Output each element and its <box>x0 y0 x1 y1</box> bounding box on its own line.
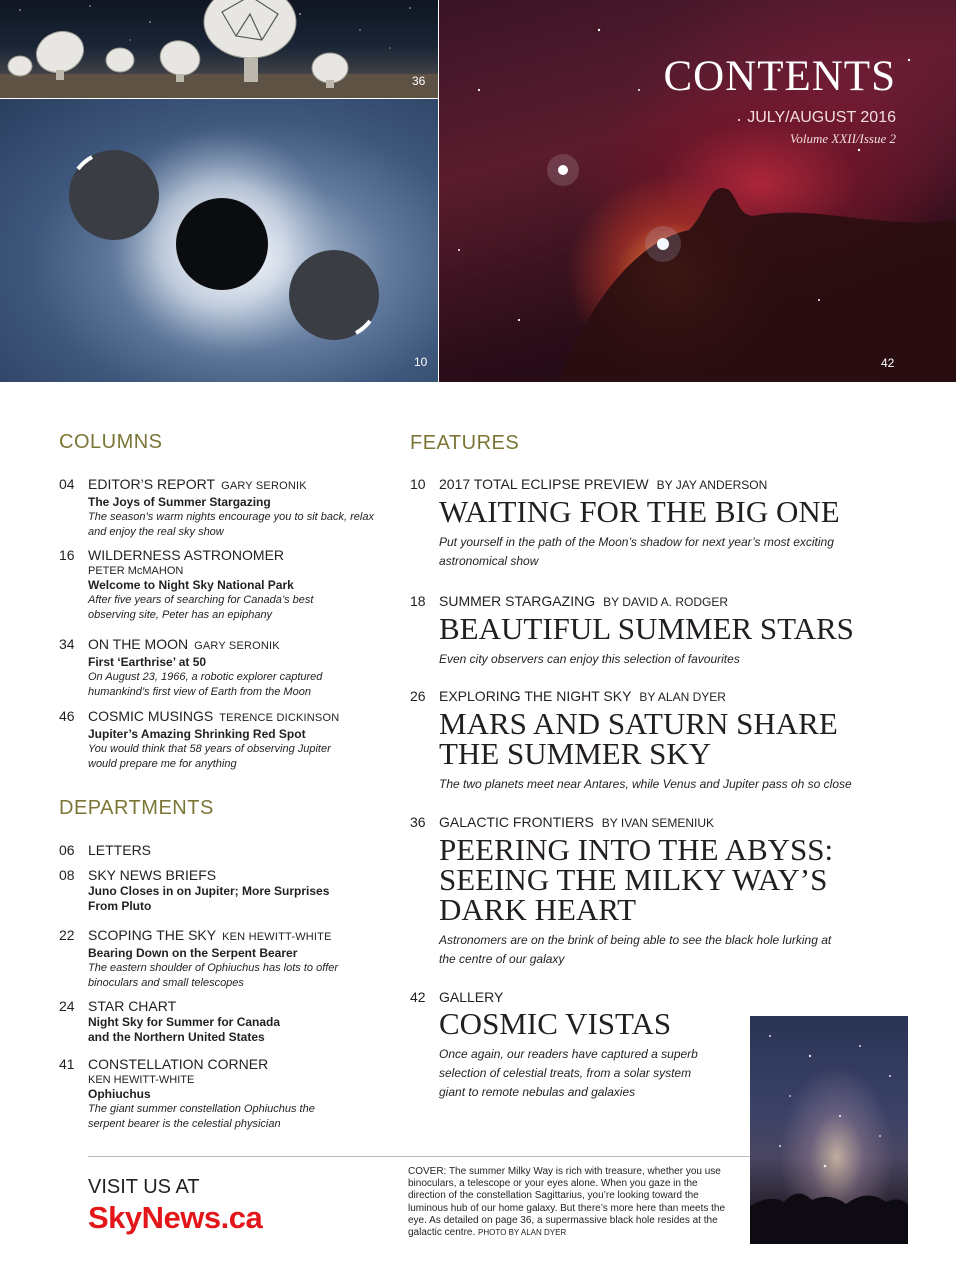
radio-telescope-illustration <box>0 0 438 98</box>
feature-headline: COSMIC VISTAS <box>439 1006 672 1041</box>
article-title: Welcome to Night Sky National Park <box>88 578 294 592</box>
section-name: STAR CHART <box>88 998 177 1014</box>
page-number: 42 <box>410 989 426 1005</box>
page-number: 10 <box>410 476 426 492</box>
author: PETER McMAHON <box>88 565 184 577</box>
photo-radio-telescopes <box>0 0 438 98</box>
page-number: 26 <box>410 688 426 704</box>
author: KEN HEWITT-WHITE <box>88 1074 195 1086</box>
section-name: WILDERNESS ASTRONOMER <box>88 547 285 563</box>
article-title: Night Sky for Summer for Canada and the Northern United States <box>88 1015 281 1044</box>
article-title: Juno Closes in on Jupiter; More Surprises From Pluto <box>88 884 330 913</box>
page-number: 41 <box>59 1056 75 1072</box>
feature-description: Even city observers can enjoy this selection of favourites <box>439 652 740 666</box>
photo-page-number: 10 <box>414 355 428 369</box>
feature-description: Once again, our readers have captured a superb selection of celestial treats, from a solar system giant to remote nebulas and galaxies <box>439 1047 698 1099</box>
feature-description: Put yourself in the path of the Moon’s shadow for next year’s most exciting astronomical show <box>439 535 834 568</box>
author: KEN HEWITT-WHITE <box>222 931 332 943</box>
column-entry[interactable] <box>59 708 379 771</box>
contents-title: CONTENTS <box>663 53 896 100</box>
article-title: Jupiter’s Amazing Shrinking Red Spot <box>88 727 306 741</box>
cover-caption <box>408 1166 738 1239</box>
section-name: SCOPING THE SKY <box>88 927 217 943</box>
section-name: COSMIC MUSINGS <box>88 708 214 724</box>
article-description: On August 23, 1966, a robotic explorer captured humankind’s first view of Earth from the Moon <box>88 671 323 698</box>
milky-way-illustration <box>750 1016 908 1244</box>
photo-horsehead-nebula <box>439 0 956 382</box>
feature-headline: PEERING INTO THE ABYSS: SEEING THE MILKY WAY’S DARK HEART <box>439 832 834 927</box>
section-name: EXPLORING THE NIGHT SKY <box>439 688 632 704</box>
department-entry[interactable] <box>59 867 379 914</box>
section-name: GALLERY <box>439 989 504 1005</box>
feature-entry[interactable] <box>410 476 900 571</box>
feature-headline: BEAUTIFUL SUMMER STARS <box>439 611 854 646</box>
author: BY ALAN DYER <box>639 690 726 704</box>
feature-description: Astronomers are on the brink of being able to see the black hole lurking at the centre of our galaxy <box>439 933 832 966</box>
issue-date: JULY/AUGUST 2016 <box>747 109 896 126</box>
feature-headline: WAITING FOR THE BIG ONE <box>439 494 840 529</box>
article-title: Bearing Down on the Serpent Bearer <box>88 946 298 960</box>
photo-credit: PHOTO BY ALAN DYER <box>478 1228 567 1238</box>
department-entry[interactable] <box>59 842 379 859</box>
feature-description: The two planets meet near Antares, while Venus and Jupiter pass oh so close <box>439 777 852 791</box>
article-description: The eastern shoulder of Ophiuchus has lots to offer binoculars and small telescopes <box>88 962 339 989</box>
eclipse-sequence-illustration <box>0 99 438 382</box>
feature-entry[interactable] <box>410 814 900 969</box>
column-entry[interactable] <box>59 636 379 699</box>
section-name: CONSTELLATION CORNER <box>88 1056 269 1072</box>
feature-entry[interactable] <box>410 593 900 669</box>
page-number: 06 <box>59 842 75 858</box>
page-number: 22 <box>59 927 75 943</box>
article-description: You would think that 58 years of observing Jupiter would prepare me for anything <box>88 743 331 770</box>
article-title: First ‘Earthrise’ at 50 <box>88 655 207 669</box>
photo-milky-way <box>750 1016 908 1244</box>
feature-entry[interactable] <box>410 688 900 794</box>
visit-label: VISIT US AT <box>88 1176 200 1198</box>
photo-solar-eclipse <box>0 99 438 382</box>
features-heading: FEATURES <box>410 432 520 454</box>
feature-headline: MARS AND SATURN SHARE THE SUMMER SKY <box>439 706 838 771</box>
photo-page-number: 36 <box>412 74 426 88</box>
page-number: 24 <box>59 998 75 1014</box>
cover-caption-text: COVER: The summer Milky Way is rich with treasure, whether you use binoculars, a telescope or your eyes alone. When you gaze in the direction of the constellation Sagittarius, you’re looking toward the luminous hub of our home galaxy. But there’s more here than meets the eye. As detailed on page 36, a supermassive black hole resides at the galactic centre. <box>408 1166 726 1239</box>
article-description: The season’s warm nights encourage you to sit back, relax and enjoy the real sky show <box>88 511 374 538</box>
article-title: Ophiuchus <box>88 1087 151 1101</box>
section-name: EDITOR’S REPORT <box>88 476 216 492</box>
article-description: The giant summer constellation Ophiuchus the serpent bearer is the celestial physician <box>88 1103 315 1130</box>
page-number: 08 <box>59 867 75 883</box>
page-number: 18 <box>410 593 426 609</box>
column-entry[interactable] <box>59 547 379 622</box>
column-entry[interactable] <box>59 476 379 539</box>
page-number: 04 <box>59 476 75 492</box>
section-name: 2017 TOTAL ECLIPSE PREVIEW <box>439 476 649 492</box>
section-name: GALACTIC FRONTIERS <box>439 814 594 830</box>
issue-volume: Volume XXII/Issue 2 <box>789 131 896 146</box>
author: GARY SERONIK <box>194 640 280 652</box>
author: BY JAY ANDERSON <box>656 478 768 492</box>
footer-divider <box>88 1156 750 1157</box>
section-name: SUMMER STARGAZING <box>439 593 596 609</box>
page-number: 34 <box>59 636 75 652</box>
department-entry[interactable] <box>59 1056 379 1131</box>
author: BY IVAN SEMENIUK <box>601 816 715 830</box>
section-name: ON THE MOON <box>88 636 189 652</box>
author: TERENCE DICKINSON <box>219 712 340 724</box>
article-description: After five years of searching for Canada’s best observing site, Peter has an epiphany <box>88 594 314 621</box>
page-number: 46 <box>59 708 75 724</box>
website-link[interactable]: SkyNews.ca <box>88 1200 263 1235</box>
department-entry[interactable] <box>59 998 379 1045</box>
feature-entry[interactable] <box>410 989 720 1102</box>
departments-heading: DEPARTMENTS <box>59 797 214 819</box>
page-number: 16 <box>59 547 75 563</box>
author: BY DAVID A. RODGER <box>603 595 728 609</box>
section-name: LETTERS <box>88 842 152 858</box>
page-number: 36 <box>410 814 426 830</box>
author: GARY SERONIK <box>221 480 307 492</box>
department-entry[interactable] <box>59 927 379 990</box>
article-title: The Joys of Summer Stargazing <box>88 495 271 509</box>
section-name: SKY NEWS BRIEFS <box>88 867 217 883</box>
photo-page-number: 42 <box>881 356 895 370</box>
columns-heading: COLUMNS <box>59 431 163 453</box>
